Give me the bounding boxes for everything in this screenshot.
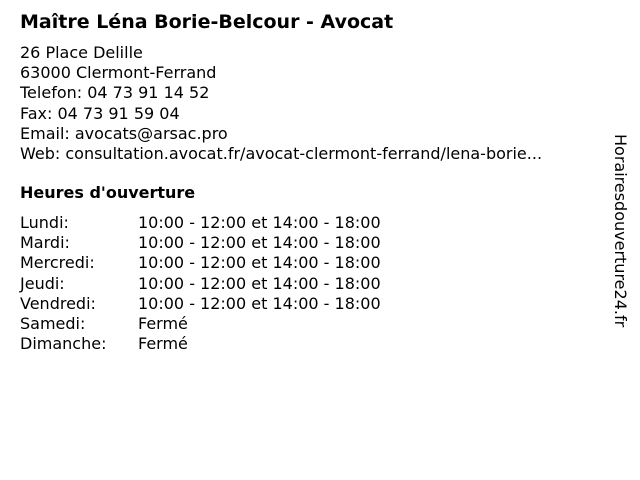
time-value: 10:00 - 12:00 et 14:00 - 18:00 (138, 273, 381, 293)
time-value: 10:00 - 12:00 et 14:00 - 18:00 (138, 293, 381, 313)
email-address: Email: avocats@arsac.pro (20, 123, 228, 143)
day-label: Mardi: (20, 233, 70, 253)
day-label: Mercredi: (20, 253, 95, 273)
website-url: Web: consultation.avocat.fr/avocat-clermont-ferrand/lena-borie... (20, 143, 543, 163)
hours-row-tuesday (20, 233, 381, 253)
hours-row-thursday (20, 274, 381, 294)
opening-hours-heading: Heures d'ouverture (20, 183, 196, 202)
fax-number: Fax: 04 73 91 59 04 (20, 103, 180, 123)
time-value: 10:00 - 12:00 et 14:00 - 18:00 (138, 253, 381, 273)
hours-row-monday (20, 213, 381, 233)
day-label: Lundi: (20, 213, 69, 232)
business-title: Maître Léna Borie-Belcour - Avocat (20, 11, 394, 33)
time-value: 10:00 - 12:00 et 14:00 - 18:00 (138, 213, 381, 232)
opening-hours-table (20, 213, 381, 354)
time-value: 10:00 - 12:00 et 14:00 - 18:00 (138, 233, 381, 253)
day-label: Dimanche: (20, 334, 107, 354)
time-value: Fermé (138, 313, 188, 333)
day-label: Jeudi: (20, 273, 65, 293)
hours-row-saturday (20, 314, 381, 334)
day-label: Samedi: (20, 313, 86, 333)
day-label: Vendredi: (20, 293, 96, 313)
phone-number: Telefon: 04 73 91 14 52 (20, 83, 210, 103)
hours-row-wednesday (20, 253, 381, 273)
time-value: Fermé (138, 334, 188, 354)
hours-row-friday (20, 294, 381, 314)
city-address: 63000 Clermont-Ferrand (20, 63, 217, 83)
street-address: 26 Place Delille (20, 43, 143, 62)
hours-row-sunday (20, 334, 381, 354)
contact-block (20, 43, 542, 164)
site-watermark: Horairesdouverture24.fr (611, 134, 630, 328)
